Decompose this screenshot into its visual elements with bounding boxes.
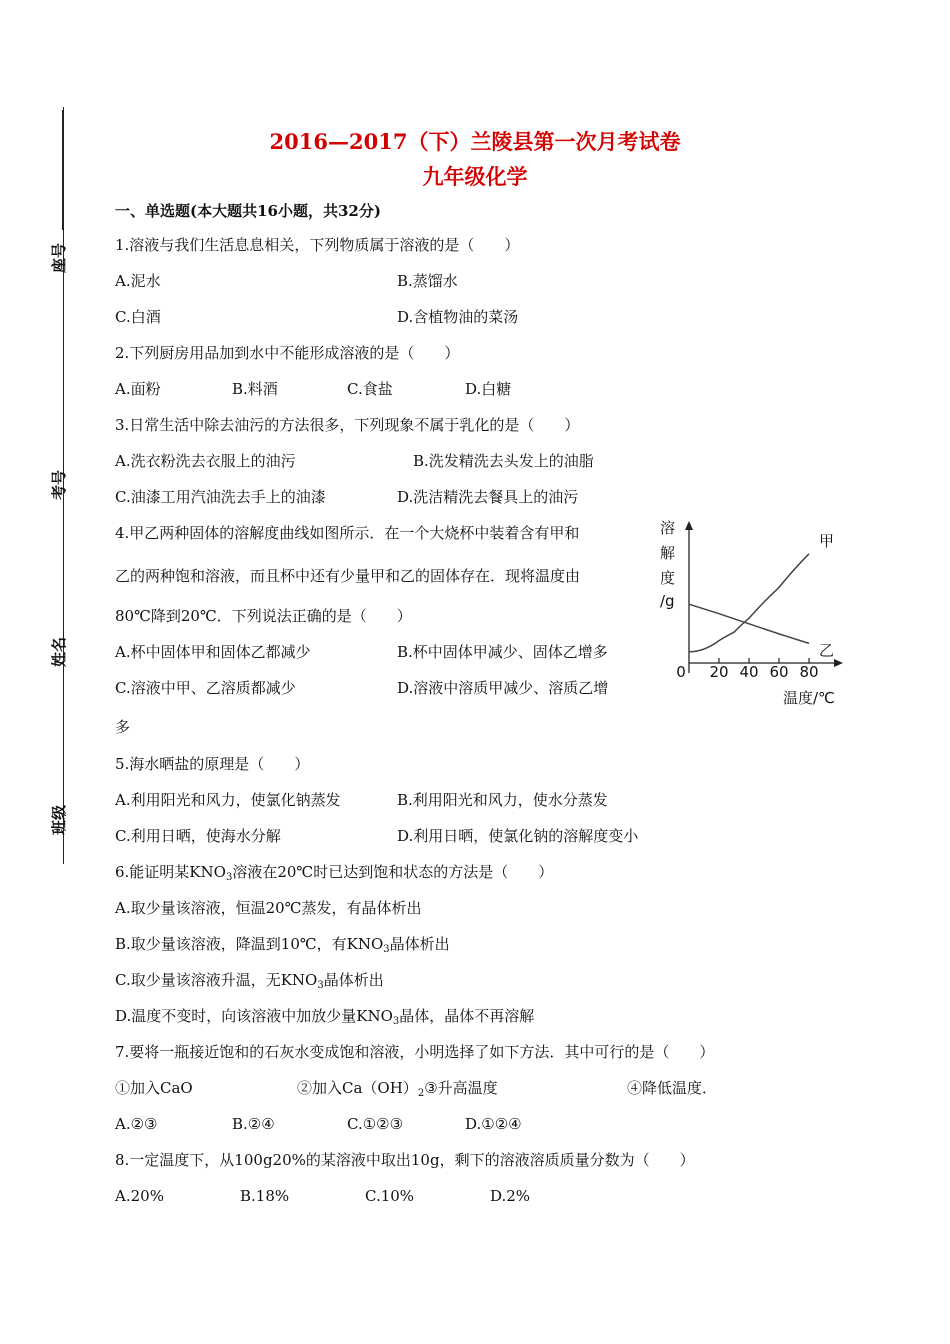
series-labels — [819, 532, 834, 660]
q2-option-a[interactable]: A.面粉 — [115, 380, 161, 398]
q3-option-b[interactable]: B.洗发精洗去头发上的油脂 — [413, 452, 594, 470]
q1-option-a[interactable]: A.泥水 — [115, 272, 161, 290]
q3-option-d[interactable]: D.洗洁精洗去餐具上的油污 — [397, 488, 579, 506]
y-label-char-4: /g — [660, 592, 675, 610]
series-label-2: 乙 — [819, 641, 835, 660]
q6-option-d-text: D.温度不变时，向该溶液中加放少量KNO — [115, 1007, 393, 1025]
q1-option-d[interactable]: D.含植物油的菜汤 — [397, 308, 519, 326]
q7-stem: 7.要将一瓶接近饱和的石灰水变成饱和溶液，小明选择了如下方法．其中可行的是（ ） — [115, 1043, 715, 1061]
y-label-char-1: 溶 — [660, 519, 676, 537]
q6-option-b-subscript: 3 — [383, 944, 390, 955]
q6-option-c-subscript: 3 — [317, 980, 324, 991]
x-ticks — [719, 658, 809, 663]
q7-method-2-subscript: 2 — [417, 1088, 425, 1099]
exam-title: 2016—2017（下）兰陵县第一次月考试卷 — [269, 129, 681, 154]
q8-option-a[interactable]: A.20% — [115, 1187, 164, 1205]
q6-option-d-subscript: 3 — [392, 1016, 400, 1027]
q2-stem: 2.下列厨房用品加到水中不能形成溶液的是（ ） — [115, 344, 460, 362]
q6-option-b[interactable] — [115, 934, 450, 960]
q7-method-2 — [297, 1078, 498, 1104]
series-label-1: 甲 — [819, 531, 835, 550]
q4-stem-line1: 4.甲乙两种固体的溶解度曲线如图所示．在一个大烧杯中装着含有甲和 — [115, 524, 580, 542]
q4-option-d-continued: 多 — [115, 718, 131, 736]
solubility-chart — [655, 515, 850, 710]
x-tick-label: 60 — [769, 663, 789, 681]
q6-option-c-text: C.取少量该溶液升温，无KNO — [115, 971, 318, 989]
q6-option-d[interactable] — [115, 1006, 534, 1032]
x-tick-label: 40 — [739, 663, 759, 681]
q6-option-b-text: B.取少量该溶液，降温到10℃，有KNO — [115, 935, 384, 953]
q4-stem-line3: 80℃降到20℃．下列说法正确的是（ ） — [115, 607, 412, 625]
seat-number-label: 座号 — [50, 242, 68, 273]
q6-stem — [115, 862, 553, 888]
series-line-2 — [689, 604, 809, 643]
q6-stem-text: 6.能证明某KNO — [115, 863, 226, 881]
q6-stem-text-2: 溶液在20℃时已达到饱和状态的方法是（ ） — [232, 863, 554, 881]
y-axis-arrow — [685, 521, 693, 530]
q2-option-b[interactable]: B.料酒 — [232, 380, 278, 398]
q4-option-b[interactable]: B.杯中固体甲减少、固体乙增多 — [397, 643, 608, 661]
q2-option-c[interactable]: C.食盐 — [347, 380, 393, 398]
q3-stem: 3.日常生活中除去油污的方法很多，下列现象不属于乳化的是（ ） — [115, 416, 580, 434]
x-tick-label: 20 — [709, 663, 729, 681]
class-label: 班级 — [50, 804, 68, 835]
chart-y-label — [660, 519, 675, 610]
q6-option-c[interactable] — [115, 970, 384, 996]
name-label: 姓名 — [50, 636, 68, 667]
exam-subtitle: 九年级化学 — [422, 164, 528, 189]
q5-option-c[interactable]: C.利用日晒，使海水分解 — [115, 827, 281, 845]
q6-option-a[interactable]: A.取少量该溶液，恒温20℃蒸发，有晶体析出 — [115, 899, 422, 917]
q7-option-a[interactable]: A.②③ — [115, 1115, 158, 1133]
q2-option-d[interactable]: D.白糖 — [465, 380, 512, 398]
q4-option-c[interactable]: C.溶液中甲、乙溶质都减少 — [115, 679, 296, 697]
q1-option-b[interactable]: B.蒸馏水 — [397, 272, 458, 290]
q4-option-d[interactable]: D.溶液中溶质甲减少、溶质乙增 — [397, 679, 609, 697]
q6-stem-subscript: 3 — [225, 872, 233, 883]
q4-stem-line2: 乙的两种饱和溶液，而且杯中还有少量甲和乙的固体存在．现将温度由 — [115, 567, 581, 585]
q4-option-a[interactable]: A.杯中固体甲和固体乙都减少 — [115, 643, 311, 661]
x-axis-arrow — [834, 659, 843, 667]
q5-stem: 5.海水晒盐的原理是（ ） — [115, 755, 310, 773]
q8-option-b[interactable]: B.18% — [240, 1187, 290, 1205]
q7-method-3: ③升高温度 — [424, 1079, 498, 1097]
q6-option-c-text-2: 晶体析出 — [323, 971, 384, 989]
q6-option-d-text-2: 晶体，晶体不再溶解 — [399, 1007, 535, 1025]
q5-option-d[interactable]: D.利用日晒，使氯化钠的溶解度变小 — [397, 827, 639, 845]
q8-option-c[interactable]: C.10% — [365, 1187, 415, 1205]
x-tick-label: 80 — [799, 663, 819, 681]
q7-method-4: ④降低温度． — [627, 1079, 718, 1097]
q7-option-b[interactable]: B.②④ — [232, 1115, 275, 1133]
q6-option-b-text-2: 晶体析出 — [389, 935, 450, 953]
q7-method-1: ①加入CaO — [115, 1079, 193, 1097]
q8-stem: 8.一定温度下，从100g20%的某溶液中取出10g，剩下的溶液溶质质量分数为（ ） — [115, 1151, 695, 1169]
q7-method-2-text: ②加入Ca（OH） — [297, 1079, 418, 1097]
q1-stem: 1.溶液与我们生活息息相关，下列物质属于溶液的是（ ） — [115, 236, 520, 254]
y-label-char-3: 度 — [660, 569, 676, 587]
q1-option-c[interactable]: C.白酒 — [115, 308, 161, 326]
y-label-char-2: 解 — [660, 544, 676, 562]
x-tick-label: 0 — [676, 663, 686, 681]
q7-option-c[interactable]: C.①②③ — [347, 1115, 404, 1133]
q3-option-c[interactable]: C.油漆工用汽油洗去手上的油漆 — [115, 488, 326, 506]
q5-option-b[interactable]: B.利用阳光和风力，使水分蒸发 — [397, 791, 608, 809]
x-axis-label: 温度/℃ — [783, 689, 835, 707]
q5-option-a[interactable]: A.利用阳光和风力，使氯化钠蒸发 — [115, 791, 341, 809]
solubility-curves — [689, 554, 809, 652]
section-heading: 一、单选题(本大题共16小题，共32分) — [115, 202, 381, 220]
q8-option-d[interactable]: D.2% — [490, 1187, 531, 1205]
q3-option-a[interactable]: A.洗衣粉洗去衣服上的油污 — [115, 452, 296, 470]
x-tick-labels — [676, 663, 818, 681]
q7-option-d[interactable]: D.①②④ — [465, 1115, 522, 1133]
exam-number-label: 考号 — [50, 469, 68, 500]
